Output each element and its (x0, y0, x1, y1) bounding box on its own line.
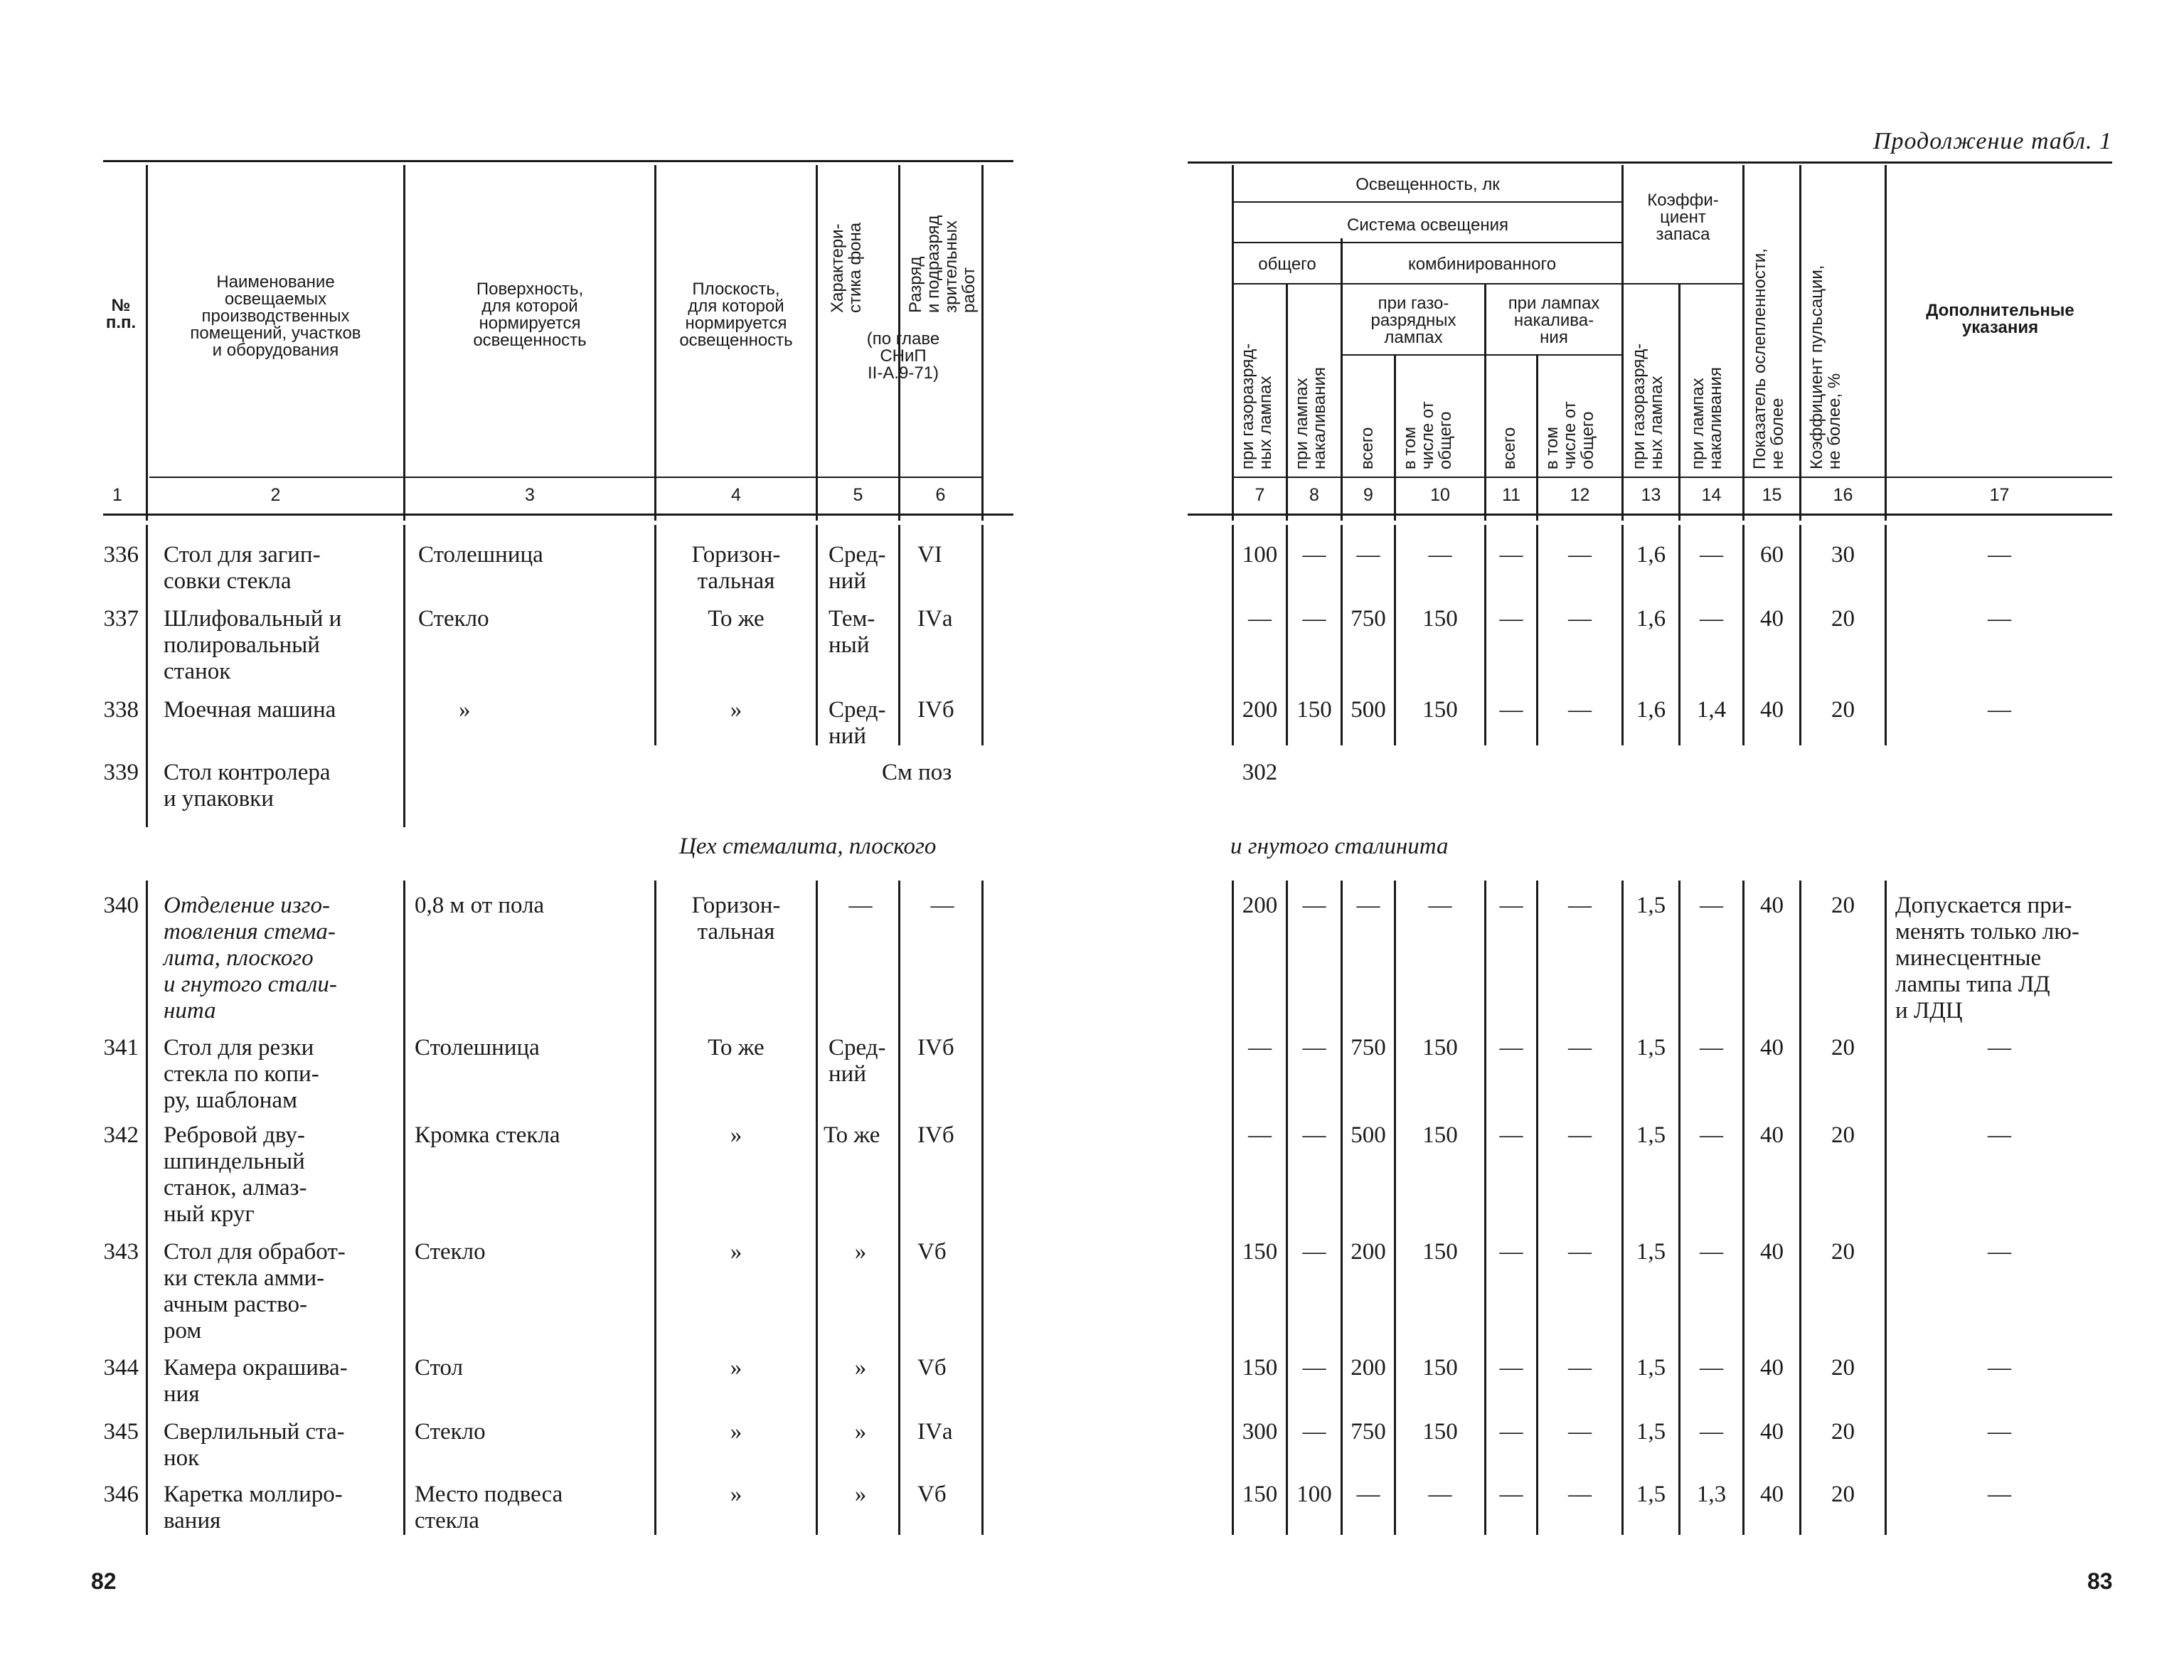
col-divider (1799, 165, 1801, 521)
col-divider (403, 881, 405, 1535)
col-divider (816, 881, 818, 1535)
table-cell: 40 (1760, 697, 1784, 723)
section-title: и гнутого сталинита (1230, 834, 1449, 859)
table-cell: — (1356, 1482, 1380, 1507)
table-cell: — (1568, 1482, 1592, 1507)
header-plane: Плоскость, для которой нормируется освещенность (679, 280, 793, 350)
colnum-11: 11 (1502, 485, 1520, 505)
table-cell: 1,5 (1636, 1355, 1666, 1381)
col-divider (898, 881, 900, 1535)
table-cell: 150 (1422, 606, 1458, 632)
table-cell: 150 (1422, 1122, 1458, 1148)
row-name: Сверлильный ста- нок (164, 1419, 345, 1471)
table-cell: 200 (1242, 697, 1278, 723)
colnum-4: 4 (731, 485, 741, 505)
row-name: Стол для резки стекла по копи- ру, шаблонам (164, 1035, 319, 1113)
header-col14: при лампах накаливания (1688, 367, 1725, 469)
table-cell: 1,5 (1636, 1035, 1666, 1060)
row-category: Vб (917, 1482, 947, 1507)
table-cell: — (1499, 893, 1523, 918)
table-cell: — (1988, 1482, 2011, 1507)
table-cell: 100 (1242, 542, 1278, 568)
row-category: — (930, 893, 954, 918)
row-surface: Столешница (415, 1035, 540, 1060)
row-background: То же (824, 1122, 880, 1148)
table-cell: — (1700, 1122, 1723, 1148)
header-reserve-factor: Коэффи- циент запаса (1647, 191, 1719, 244)
row-number: 342 (103, 1122, 139, 1148)
col-divider (146, 881, 148, 1535)
table-cell: — (1700, 1035, 1723, 1060)
header-system: Система освещения (1347, 216, 1508, 235)
col-divider (981, 881, 984, 1535)
row-plane: То же (708, 1035, 765, 1060)
table-cell: — (1499, 1482, 1523, 1507)
table-cell: 20 (1831, 1122, 1855, 1148)
col-divider (1742, 165, 1744, 521)
col-divider (654, 881, 656, 1535)
row-background: Сред- ний (829, 1035, 886, 1087)
col-divider (1341, 238, 1343, 521)
table-cell: 1,5 (1636, 1239, 1666, 1265)
table-cell: 750 (1351, 1419, 1386, 1445)
table-cell: — (1248, 1122, 1272, 1148)
table-cell: 40 (1760, 606, 1784, 632)
table-cell: — (1499, 542, 1523, 568)
row-name: Шлифовальный и полировальный станок (164, 606, 342, 684)
table-cell: 300 (1242, 1419, 1278, 1445)
table-cell: — (1499, 1419, 1523, 1445)
header-col7: при газоразряд- ных лампах (1238, 343, 1275, 469)
row-name: Камера окрашива- ния (164, 1355, 348, 1407)
header-col16: Коэффициент пульсации, не более, % (1807, 265, 1844, 469)
table-cell: 40 (1760, 893, 1784, 918)
header-col17: Дополнительные указания (1926, 301, 2074, 337)
col-divider (981, 165, 984, 521)
row-category: IVб (917, 1035, 954, 1060)
row-see-ref: См поз (882, 760, 952, 785)
table-cell: — (1988, 1035, 2011, 1060)
row-background: Сред- ний (829, 542, 886, 594)
row-number: 336 (103, 542, 139, 568)
row-plane: » (730, 1355, 742, 1381)
table-cell: 1,6 (1636, 697, 1666, 723)
table-cell: — (1499, 697, 1523, 723)
header-rule (1234, 283, 1621, 285)
header-combined-gas: при газо- разрядных лампах (1370, 294, 1456, 347)
row-surface: Стекло (418, 606, 489, 632)
colnum-8: 8 (1309, 485, 1319, 505)
row-name: Отделение изго- товления стема- лита, плоского и гнутого стали- нита (164, 893, 337, 1024)
header-combined-incandescent: при лампах накалива- ния (1508, 294, 1600, 347)
colnum-3: 3 (525, 485, 535, 505)
table-cell: — (1568, 1355, 1592, 1381)
table-cell: — (1568, 1035, 1592, 1060)
col-divider (403, 525, 405, 827)
page-number: 83 (2087, 1568, 2113, 1594)
row-plane: » (730, 1239, 742, 1265)
row-background: » (854, 1419, 867, 1445)
continuation-label: Продолжение табл. 1 (1873, 128, 2112, 154)
page-number: 82 (91, 1568, 117, 1594)
col-divider (146, 525, 148, 827)
colnum-17: 17 (1989, 485, 2010, 505)
table-cell: — (1499, 1035, 1523, 1060)
table-cell: — (1568, 697, 1592, 723)
header-illuminance: Освещенность, лк (1355, 175, 1500, 194)
row-category: IVа (917, 606, 953, 632)
table-cell: — (1499, 1355, 1523, 1381)
row-name: Каретка моллиро- вания (164, 1482, 343, 1533)
table-cell: 200 (1351, 1239, 1386, 1265)
table-cell: — (1568, 1239, 1592, 1265)
table-cell: 750 (1351, 1035, 1386, 1060)
row-number: 344 (103, 1355, 139, 1381)
colnum-2: 2 (270, 485, 281, 505)
table-cell: 60 (1760, 542, 1784, 568)
row-plane: То же (708, 606, 765, 632)
col-divider (981, 525, 984, 745)
table-cell: — (1356, 893, 1380, 918)
row-number: 340 (103, 893, 139, 918)
section-title: Цех стемалита, плоского (679, 834, 937, 859)
row-background: Сред- ний (829, 697, 886, 749)
table-cell: 150 (1422, 1035, 1458, 1060)
header-col11: всего (1500, 427, 1519, 469)
table-cell: — (1302, 1355, 1326, 1381)
header-rule (1234, 201, 1621, 203)
table-cell: — (1988, 1122, 2011, 1148)
table-cell: 150 (1242, 1239, 1278, 1265)
table-cell: 500 (1351, 1122, 1386, 1148)
col-divider (1885, 165, 1887, 521)
row-surface: Стол (415, 1355, 464, 1381)
header-surface: Поверхность, для которой нормируется освещенность (473, 280, 587, 350)
row-category: Vб (917, 1239, 947, 1265)
table-cell: — (1988, 606, 2011, 632)
table-cell: 20 (1831, 1419, 1855, 1445)
table-cell: 40 (1760, 1035, 1784, 1060)
colnum-9: 9 (1363, 485, 1373, 505)
table-cell: 1,5 (1636, 893, 1666, 918)
header-rule (1234, 242, 1621, 243)
table-cell: 40 (1760, 1419, 1784, 1445)
table-cell: — (1302, 1239, 1326, 1265)
row-number: 337 (103, 606, 139, 632)
col-divider (816, 165, 818, 521)
table-cell: — (1302, 606, 1326, 632)
header-name: Наименование освещаемых производственных помещений, участков и оборудования (190, 272, 361, 360)
row-surface: Столешница (418, 542, 543, 568)
header-col8: при лампах накаливания (1292, 367, 1329, 469)
colnum-5: 5 (853, 485, 863, 505)
header-col13: при газоразряд- ных лампах (1629, 343, 1666, 469)
row-background: — (848, 893, 873, 918)
table-cell: — (1568, 1419, 1592, 1445)
table-cell: 1,5 (1636, 1482, 1666, 1507)
table-cell: — (1568, 1122, 1592, 1148)
table-cell: — (1499, 606, 1523, 632)
row-background: » (854, 1482, 867, 1507)
table-cell: — (1988, 1355, 2011, 1381)
right-page (1045, 0, 2184, 1680)
table-cell: — (1700, 606, 1723, 632)
row-name: Моечная машина (164, 697, 336, 723)
row-surface: Стекло (415, 1239, 486, 1265)
row-surface: Стекло (415, 1419, 486, 1445)
colnum-14: 14 (1701, 485, 1722, 505)
table-cell: 20 (1831, 697, 1855, 723)
row-surface: 0,8 м от пола (415, 893, 545, 918)
colnum-rule (1234, 477, 2112, 478)
table-cell: — (1428, 542, 1452, 568)
row-note: Допускается при- менять только лю- минесцентные лампы типа ЛД и ЛДЦ (1895, 893, 2079, 1024)
table-cell: — (1248, 606, 1272, 632)
row-plane: Горизон- тальная (691, 542, 781, 594)
table-cell: 40 (1760, 1482, 1784, 1507)
table-cell: 30 (1831, 542, 1855, 568)
table-cell: — (1988, 1239, 2011, 1265)
table-cell: 150 (1422, 1419, 1458, 1445)
header-combined: комбинированного (1407, 255, 1557, 274)
table-cell: 200 (1242, 893, 1278, 918)
table-cell: — (1568, 606, 1592, 632)
table-cell: — (1700, 1419, 1723, 1445)
header-col12: в том числе от общего (1543, 401, 1597, 469)
table-cell: — (1568, 542, 1592, 568)
header-rule (1343, 354, 1621, 356)
colnum-12: 12 (1570, 485, 1590, 505)
table-cell: — (1356, 542, 1380, 568)
row-category: IVб (917, 1122, 954, 1148)
table-cell: — (1302, 893, 1326, 918)
table-cell: 150 (1422, 697, 1458, 723)
table-cell: 150 (1242, 1355, 1278, 1381)
header-col10: в том числе от общего (1400, 401, 1455, 469)
table-cell: 20 (1831, 606, 1855, 632)
header-snip-note: (по главе СНиП II-А.9-71) (866, 329, 940, 383)
table-cell: 40 (1760, 1122, 1784, 1148)
table-cell: — (1428, 893, 1452, 918)
colnum-6: 6 (935, 485, 946, 505)
table-cell: — (1499, 1122, 1523, 1148)
table-cell: — (1428, 1482, 1452, 1507)
table-cell: — (1302, 1035, 1326, 1060)
row-number: 339 (103, 760, 139, 785)
table-cell: — (1700, 893, 1723, 918)
row-surface: Место подвеса стекла (415, 1482, 563, 1533)
table-cell: 200 (1351, 1355, 1386, 1381)
col-divider (816, 525, 818, 745)
table-cell: — (1988, 542, 2011, 568)
colnum-13: 13 (1641, 485, 1661, 505)
table-cell: 150 (1296, 697, 1332, 723)
col-divider (654, 525, 656, 745)
table-cell: 150 (1422, 1355, 1458, 1381)
row-surface: » (459, 697, 471, 723)
row-number: 343 (103, 1239, 139, 1265)
row-name: Стол для обработ- ки стекла амми- ачным раство- ром (164, 1239, 346, 1344)
col-divider (146, 165, 148, 521)
table-cell: 500 (1351, 697, 1386, 723)
row-name: Стол для загип- совки стекла (164, 542, 321, 594)
top-rule (1188, 161, 2112, 164)
table-cell: 20 (1831, 1035, 1855, 1060)
header-category: Разряд и подразряд зрительных работ (906, 215, 979, 313)
row-number: 346 (103, 1482, 139, 1507)
header-bottom-rule (1188, 514, 2112, 516)
row-plane: » (730, 697, 742, 723)
table-cell: 150 (1242, 1482, 1278, 1507)
table-cell: 1,5 (1636, 1419, 1666, 1445)
header-rule (1624, 283, 1742, 285)
table-cell: — (1700, 1239, 1723, 1265)
row-category: IVа (917, 1419, 953, 1445)
top-rule (103, 160, 1013, 162)
row-category: IVб (917, 697, 954, 723)
table-cell: 20 (1831, 1482, 1855, 1507)
table-cell: — (1700, 542, 1723, 568)
table-cell: 1,5 (1636, 1122, 1666, 1148)
row-number: 341 (103, 1035, 139, 1060)
header-num: № п.п. (105, 296, 137, 332)
header-col9: всего (1358, 427, 1377, 469)
table-cell: 1,4 (1696, 697, 1727, 723)
table-cell: — (1988, 1419, 2011, 1445)
table-cell: — (1302, 1122, 1326, 1148)
row-surface: Кромка стекла (415, 1122, 560, 1148)
table-cell: 750 (1351, 606, 1386, 632)
table-cell: 1,3 (1696, 1482, 1727, 1507)
table-cell: — (1568, 893, 1592, 918)
colnum-10: 10 (1430, 485, 1450, 505)
col-divider (654, 165, 656, 521)
row-plane: » (730, 1122, 742, 1148)
header-col15: Показатель ослепленности, не более (1750, 248, 1787, 469)
row-name: Ребровой дву- шпиндельный станок, алмаз- ный круг (164, 1122, 307, 1227)
row-background: » (854, 1355, 867, 1381)
table-cell: 100 (1296, 1482, 1332, 1507)
colnum-1: 1 (112, 485, 122, 505)
header-general: общего (1258, 255, 1316, 274)
row-background: Тем- ный (829, 606, 875, 658)
table-cell: — (1499, 1239, 1523, 1265)
table-cell: 1,6 (1636, 606, 1666, 632)
table-cell: 40 (1760, 1239, 1784, 1265)
table-cell: 40 (1760, 1355, 1784, 1381)
table-cell: 1,6 (1636, 542, 1666, 568)
row-category: VI (917, 542, 942, 568)
row-plane: » (730, 1482, 742, 1507)
col-divider (898, 525, 900, 745)
row-name: Стол контролера и упаковки (164, 760, 331, 812)
row-category: Vб (917, 1355, 947, 1381)
row-background: » (854, 1239, 867, 1265)
table-cell: — (1302, 542, 1326, 568)
row-number: 338 (103, 697, 139, 723)
row-plane: Горизон- тальная (691, 893, 781, 945)
table-cell: 150 (1422, 1239, 1458, 1265)
header-bottom-rule (103, 514, 1013, 516)
table-cell: 20 (1831, 893, 1855, 918)
colnum-rule (149, 477, 981, 478)
colnum-15: 15 (1762, 485, 1782, 505)
row-number: 345 (103, 1419, 139, 1445)
table-cell: — (1700, 1355, 1723, 1381)
colnum-7: 7 (1255, 485, 1265, 505)
col-divider (403, 165, 405, 521)
header-background: Характери- стика фона (828, 222, 865, 313)
left-page (0, 0, 1045, 1680)
colnum-16: 16 (1833, 485, 1853, 505)
row-plane: » (730, 1419, 742, 1445)
table-cell: — (1302, 1419, 1326, 1445)
row-see-ref: 302 (1242, 760, 1278, 785)
table-cell: 20 (1831, 1239, 1855, 1265)
table-cell: 20 (1831, 1355, 1855, 1381)
table-cell: — (1248, 1035, 1272, 1060)
table-cell: — (1988, 697, 2011, 723)
